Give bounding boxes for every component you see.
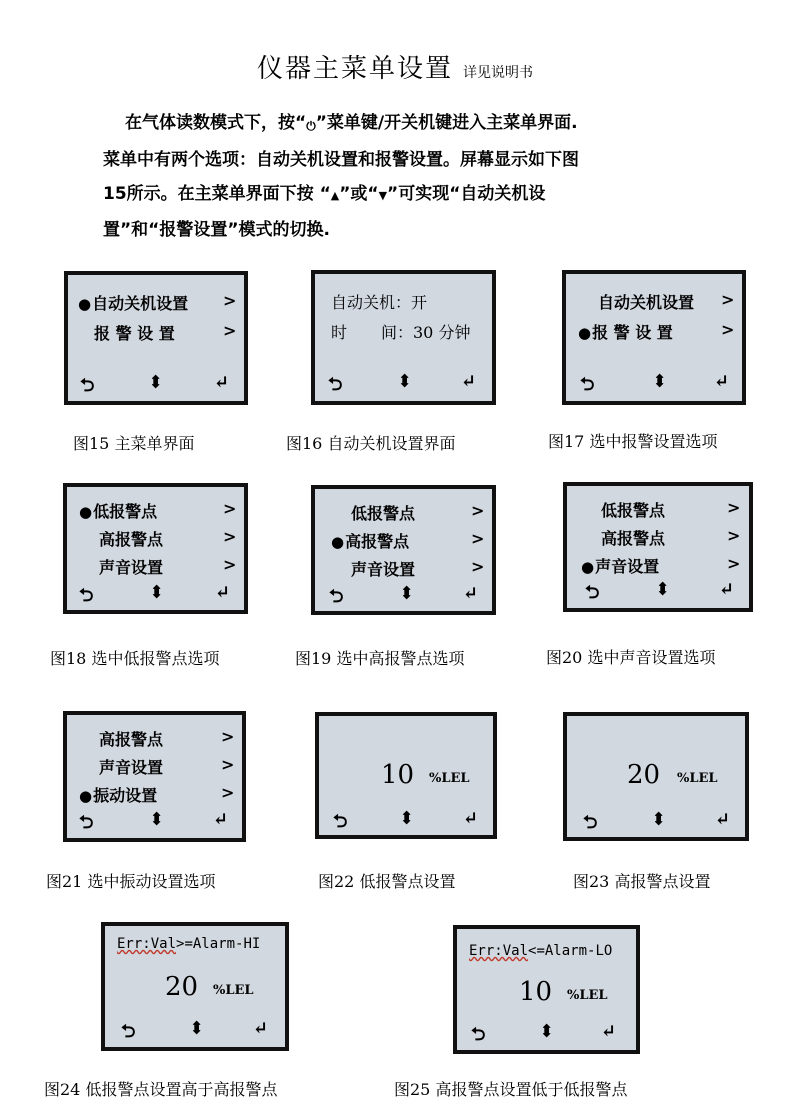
screen-fig19 [311,485,496,615]
alarm-value: 10 [519,977,553,1007]
screen-fig18 [63,483,248,614]
page-title-block [0,48,790,85]
enter-icon: ↵ [714,371,730,392]
menu-item-label: 声音设置 [595,557,660,576]
error-condition: >=Alarm-HI [176,936,261,952]
auto-shutdown-status: 自动关机：开 [331,293,428,312]
menu-item-label: 报 警 设 置 [592,323,673,342]
caption-fig20: 图20 选中声音设置选项 [546,648,716,667]
caption-fig22: 图22 低报警点设置 [318,872,456,891]
chevron-right-icon: > [223,527,237,546]
back-icon: ⮌ [329,586,344,607]
up-triangle-icon: ▲ [330,189,340,202]
up-down-icon: ⬍ [399,808,415,829]
intro-text: ”可实现“自动关机设 [387,184,546,204]
selection-bullet-icon: ● [78,295,92,313]
chevron-right-icon: > [721,290,735,309]
back-icon: ⮌ [121,1021,136,1042]
menu-item-alarm-settings: 报 警 设 置 [94,324,175,343]
caption-fig15: 图15 主菜单界面 [73,434,195,453]
intro-paragraph [103,106,723,247]
chevron-right-icon: > [471,529,485,548]
intro-line-4: 置”和“报警设置”模式的切换. [103,220,330,240]
page-title: 仪器主菜单设置 [256,54,453,84]
intro-text: 在气体读数模式下，按“ [125,113,307,133]
unit-label: %LEL [677,771,718,786]
selection-bullet-icon: ● [79,787,93,805]
enter-icon: ↵ [253,1018,269,1039]
up-down-icon: ⬍ [397,371,413,392]
back-icon: ⮌ [79,812,94,833]
power-icon: ⏻ [306,119,316,133]
chevron-right-icon: > [471,501,485,520]
chevron-right-icon: > [727,526,741,545]
chevron-right-icon: > [221,727,235,746]
screen-fig16 [311,270,496,405]
chevron-right-icon: > [223,499,237,518]
menu-item-label: 振动设置 [93,786,158,805]
error-message [469,943,612,959]
menu-item-sound-settings: 声音设置 [99,758,164,777]
chevron-right-icon: > [727,554,741,573]
back-icon: ⮌ [583,812,598,833]
menu-item-high-alarm [331,529,409,552]
high-alarm-value: 20 [627,760,661,790]
back-icon: ⮌ [580,374,595,395]
back-icon: ⮌ [585,582,600,603]
selection-bullet-icon: ● [79,503,93,521]
back-icon: ⮌ [333,811,348,832]
screen-fig24 [101,922,289,1051]
back-icon: ⮌ [80,375,95,396]
intro-text: 15所示。在主菜单界面下按 “ [103,184,331,204]
menu-item-alarm-settings [578,320,673,343]
error-condition: <=Alarm-LO [528,943,613,959]
screen-fig21 [63,711,246,842]
caption-fig23: 图23 高报警点设置 [573,872,711,891]
screen-fig20 [563,482,753,612]
menu-item-high-alarm: 高报警点 [99,730,164,749]
chevron-right-icon: > [223,291,237,310]
enter-icon: ↵ [715,809,731,830]
unit-label: %LEL [213,983,254,998]
screen-fig23 [563,712,749,841]
selection-bullet-icon: ● [578,324,592,342]
enter-icon: ↵ [215,582,231,603]
enter-icon: ↵ [214,372,230,393]
chevron-right-icon: > [223,321,237,340]
intro-line-3 [103,177,723,213]
chevron-right-icon: > [721,320,735,339]
menu-item-label: 高报警点 [345,532,410,551]
up-down-icon: ⬍ [148,372,164,393]
up-down-icon: ⬍ [189,1018,205,1039]
back-icon: ⮌ [471,1024,486,1045]
low-alarm-value: 10 [381,760,415,790]
menu-item-sound-settings [581,554,659,577]
shutdown-time-label: 时 [331,323,348,342]
enter-icon: ↵ [601,1021,617,1042]
menu-item-label: 自动关机设置 [92,294,189,313]
down-triangle-icon: ▼ [378,189,388,202]
menu-item-vibration-settings [79,783,157,806]
menu-item-sound-settings: 声音设置 [99,558,164,577]
menu-item-high-alarm: 高报警点 [601,529,666,548]
shutdown-time-value: 间：30 分钟 [381,323,471,342]
screen-fig17 [562,270,746,405]
unit-label: %LEL [567,988,608,1003]
chevron-right-icon: > [727,498,741,517]
error-prefix: Err:Val [117,936,177,952]
intro-line-1 [103,106,723,143]
enter-icon: ↵ [463,808,479,829]
up-down-icon: ⬍ [652,371,668,392]
error-message [117,936,260,952]
unit-label: %LEL [429,771,470,786]
page-subtitle: 详见说明书 [463,65,533,81]
up-down-icon: ⬍ [149,582,165,603]
caption-fig19: 图19 选中高报警点选项 [295,649,465,668]
caption-fig21: 图21 选中振动设置选项 [46,872,216,891]
caption-fig18: 图18 选中低报警点选项 [50,649,220,668]
up-down-icon: ⬍ [149,809,165,830]
enter-icon: ↵ [719,579,735,600]
alarm-value: 20 [165,972,199,1002]
enter-icon: ↵ [463,583,479,604]
screen-fig15 [64,271,248,405]
menu-item-auto-shutdown: 自动关机设置 [598,293,695,312]
back-icon: ⮌ [79,585,94,606]
error-prefix: Err:Val [469,943,529,959]
back-icon: ⮌ [328,374,343,395]
up-down-icon: ⬍ [655,579,671,600]
chevron-right-icon: > [221,783,235,802]
menu-item-low-alarm: 低报警点 [351,504,416,523]
menu-item-auto-shutdown [78,291,188,314]
menu-item-sound-settings: 声音设置 [351,560,416,579]
selection-bullet-icon: ● [331,533,345,551]
intro-line-2: 菜单中有两个选项：自动关机设置和报警设置。屏幕显示如下图 [103,150,579,170]
up-down-icon: ⬍ [539,1021,555,1042]
enter-icon: ↵ [213,809,229,830]
caption-fig24: 图24 低报警点设置高于高报警点 [44,1080,278,1099]
chevron-right-icon: > [223,555,237,574]
chevron-right-icon: > [471,557,485,576]
screen-fig22 [315,712,497,839]
selection-bullet-icon: ● [581,558,595,576]
menu-item-label: 低报警点 [93,502,158,521]
menu-item-low-alarm [79,499,157,522]
up-down-icon: ⬍ [399,583,415,604]
chevron-right-icon: > [221,755,235,774]
caption-fig25: 图25 高报警点设置低于低报警点 [394,1080,628,1099]
intro-text: ”菜单键/开关机键进入主菜单界面. [315,113,578,133]
caption-fig16: 图16 自动关机设置界面 [286,434,456,453]
caption-fig17: 图17 选中报警设置选项 [548,432,718,451]
intro-text: ”或“ [339,184,379,204]
enter-icon: ↵ [461,371,477,392]
menu-item-high-alarm: 高报警点 [99,530,164,549]
menu-item-low-alarm: 低报警点 [601,501,666,520]
up-down-icon: ⬍ [651,809,667,830]
screen-fig25 [453,925,640,1054]
